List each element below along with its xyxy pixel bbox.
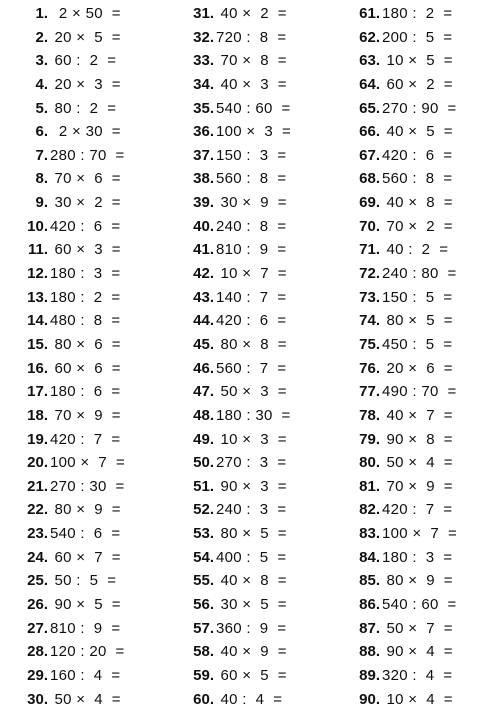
problem-expression: 420 : 6 =	[382, 146, 453, 164]
problem-column-3	[338, 2, 496, 711]
problem-expression: 60 : 2 =	[50, 52, 117, 70]
problem-number: 9.	[35, 194, 48, 212]
problem-expression: 480 : 8 =	[50, 312, 121, 330]
problem-expression: 50 × 4 =	[50, 690, 121, 708]
problem-row	[6, 49, 166, 73]
problem-expression: 80 × 5 =	[382, 312, 453, 330]
problem-number: 53.	[193, 525, 214, 543]
problem-number: 49.	[193, 430, 214, 448]
problem-row	[6, 475, 166, 499]
problem-number: 70.	[359, 217, 380, 235]
problem-expression: 80 × 9 =	[382, 572, 453, 590]
problem-expression: 80 × 9 =	[50, 501, 121, 519]
problem-row	[338, 238, 496, 262]
problem-row	[338, 688, 496, 712]
problem-expression: 80 × 5 =	[216, 525, 287, 543]
problem-expression: 80 × 6 =	[50, 335, 121, 353]
problem-expression: 420 : 7 =	[50, 430, 121, 448]
problem-row	[6, 120, 166, 144]
problem-number: 55.	[193, 572, 214, 590]
problem-row	[172, 380, 332, 404]
problem-row	[6, 640, 166, 664]
problem-row	[338, 664, 496, 688]
problem-expression: 420 : 6 =	[216, 312, 287, 330]
problem-number: 18.	[27, 406, 48, 424]
problem-number: 64.	[359, 75, 380, 93]
problem-row	[338, 26, 496, 50]
problem-number: 48.	[193, 406, 214, 424]
problem-row	[338, 522, 496, 546]
problem-expression: 40 × 2 =	[216, 5, 287, 22]
problem-expression: 810 : 9 =	[216, 241, 287, 259]
problem-row	[338, 475, 496, 499]
problem-row	[338, 49, 496, 73]
problem-number: 66.	[359, 123, 380, 141]
problem-number: 82.	[359, 501, 380, 519]
problem-expression: 30 × 5 =	[216, 596, 287, 614]
problem-expression: 100 × 7 =	[382, 525, 458, 543]
problem-row	[6, 26, 166, 50]
problem-number: 26.	[27, 596, 48, 614]
problem-expression: 50 : 5 =	[50, 572, 117, 590]
problem-number: 58.	[193, 643, 214, 661]
problem-expression: 180 : 2 =	[382, 5, 453, 22]
problem-number: 27.	[27, 619, 48, 637]
problem-row	[172, 262, 332, 286]
problem-expression: 40 × 8 =	[382, 194, 453, 212]
problem-number: 23.	[27, 525, 48, 543]
problem-number: 16.	[27, 359, 48, 377]
problem-number: 13.	[27, 288, 48, 306]
problem-expression: 90 × 4 =	[382, 643, 453, 661]
problem-row	[172, 286, 332, 310]
problem-number: 40.	[193, 217, 214, 235]
problem-row	[6, 593, 166, 617]
problem-expression: 70 × 9 =	[382, 477, 453, 495]
problem-row	[172, 309, 332, 333]
problem-number: 42.	[193, 265, 214, 283]
problem-number: 4.	[35, 75, 48, 93]
problem-row	[172, 73, 332, 97]
problem-expression: 240 : 3 =	[216, 501, 287, 519]
problem-row	[338, 451, 496, 475]
problem-row	[338, 2, 496, 26]
problem-row	[6, 97, 166, 121]
problem-number: 31.	[193, 5, 214, 22]
problem-number: 19.	[27, 430, 48, 448]
problem-number: 78.	[359, 406, 380, 424]
problem-expression: 180 : 3 =	[382, 548, 453, 566]
problem-expression: 50 × 3 =	[216, 383, 287, 401]
problem-number: 14.	[27, 312, 48, 330]
problem-number: 38.	[193, 170, 214, 188]
problem-column-2	[172, 2, 332, 711]
problem-row	[172, 357, 332, 381]
problem-number: 8.	[35, 170, 48, 188]
problem-expression: 490 : 70 =	[382, 383, 457, 401]
problem-number: 59.	[193, 666, 214, 684]
problem-row	[172, 238, 332, 262]
problem-row	[172, 215, 332, 239]
problem-row	[338, 428, 496, 452]
problem-row	[6, 262, 166, 286]
problem-expression: 90 × 8 =	[382, 430, 453, 448]
problem-expression: 270 : 3 =	[216, 454, 287, 472]
problem-expression: 540 : 60 =	[382, 596, 457, 614]
problem-row	[6, 498, 166, 522]
problem-row	[172, 97, 332, 121]
problem-row	[172, 451, 332, 475]
problem-expression: 90 × 3 =	[216, 477, 287, 495]
problem-row	[172, 664, 332, 688]
problem-row	[172, 688, 332, 712]
problem-row	[6, 569, 166, 593]
problem-number: 20.	[27, 454, 48, 472]
problem-expression: 560 : 8 =	[382, 170, 453, 188]
problem-row	[338, 215, 496, 239]
problem-expression: 270 : 30 =	[50, 477, 125, 495]
problem-row	[338, 640, 496, 664]
problem-row	[338, 333, 496, 357]
problem-number: 51.	[193, 477, 214, 495]
problem-expression: 70 × 2 =	[382, 217, 453, 235]
problem-row	[172, 475, 332, 499]
problem-row	[172, 26, 332, 50]
problem-expression: 10 × 4 =	[382, 690, 453, 708]
problem-expression: 320 : 4 =	[382, 666, 453, 684]
problem-number: 34.	[193, 75, 214, 93]
problem-number: 76.	[359, 359, 380, 377]
problem-number: 62.	[359, 28, 380, 46]
problem-row	[338, 617, 496, 641]
problem-expression: 20 × 5 =	[50, 28, 121, 46]
problem-expression: 280 : 70 =	[50, 146, 125, 164]
problem-number: 1.	[35, 5, 48, 22]
problem-number: 5.	[35, 99, 48, 117]
problem-row	[6, 404, 166, 428]
problem-expression: 10 × 5 =	[382, 52, 453, 70]
problem-number: 43.	[193, 288, 214, 306]
problem-expression: 100 × 3 =	[216, 123, 292, 141]
problem-row	[172, 546, 332, 570]
problem-number: 65.	[359, 99, 380, 117]
problem-number: 10.	[27, 217, 48, 235]
problem-number: 73.	[359, 288, 380, 306]
problem-expression: 360 : 9 =	[216, 619, 287, 637]
problem-number: 25.	[27, 572, 48, 590]
problem-number: 79.	[359, 430, 380, 448]
problem-row	[6, 333, 166, 357]
problem-expression: 2 × 30 =	[50, 123, 121, 141]
problem-number: 17.	[27, 383, 48, 401]
problem-number: 50.	[193, 454, 214, 472]
problem-number: 89.	[359, 666, 380, 684]
problem-expression: 20 × 6 =	[382, 359, 453, 377]
problem-row	[6, 380, 166, 404]
problem-number: 90.	[359, 690, 380, 708]
problem-row	[338, 498, 496, 522]
problem-row	[6, 522, 166, 546]
problem-number: 12.	[27, 265, 48, 283]
problem-row	[6, 238, 166, 262]
problem-row	[172, 191, 332, 215]
problem-expression: 40 × 7 =	[382, 406, 453, 424]
problem-row	[338, 191, 496, 215]
problem-expression: 30 × 2 =	[50, 194, 121, 212]
problem-expression: 160 : 4 =	[50, 666, 121, 684]
problem-expression: 150 : 5 =	[382, 288, 453, 306]
problem-expression: 720 : 8 =	[216, 28, 287, 46]
problem-number: 85.	[359, 572, 380, 590]
problem-number: 44.	[193, 312, 214, 330]
problem-row	[338, 380, 496, 404]
problem-number: 80.	[359, 454, 380, 472]
problem-expression: 180 : 3 =	[50, 265, 121, 283]
problem-expression: 10 × 3 =	[216, 430, 287, 448]
problem-row	[172, 593, 332, 617]
problem-row	[172, 428, 332, 452]
problem-number: 6.	[35, 123, 48, 141]
problem-expression: 40 × 8 =	[216, 572, 287, 590]
problem-row	[338, 97, 496, 121]
problem-number: 11.	[27, 241, 48, 259]
problem-expression: 100 × 7 =	[50, 454, 126, 472]
problem-row	[338, 73, 496, 97]
problem-row	[6, 664, 166, 688]
problem-number: 35.	[193, 99, 214, 117]
problem-number: 47.	[193, 383, 214, 401]
problem-row	[172, 120, 332, 144]
problem-expression: 180 : 2 =	[50, 288, 121, 306]
problem-expression: 200 : 5 =	[382, 28, 453, 46]
problem-number: 52.	[193, 501, 214, 519]
problem-expression: 40 × 3 =	[216, 75, 287, 93]
problem-expression: 540 : 6 =	[50, 525, 121, 543]
problem-expression: 810 : 9 =	[50, 619, 121, 637]
problem-expression: 20 × 3 =	[50, 75, 121, 93]
problem-number: 74.	[359, 312, 380, 330]
problem-column-1	[6, 2, 166, 711]
problem-expression: 70 × 9 =	[50, 406, 121, 424]
problem-row	[172, 617, 332, 641]
problem-number: 22.	[27, 501, 48, 519]
problem-expression: 90 × 5 =	[50, 596, 121, 614]
problem-row	[6, 428, 166, 452]
problem-number: 57.	[193, 619, 214, 637]
problem-number: 86.	[359, 596, 380, 614]
problem-row	[338, 546, 496, 570]
problem-expression: 80 × 8 =	[216, 335, 287, 353]
problem-expression: 80 : 2 =	[50, 99, 117, 117]
problem-expression: 420 : 7 =	[382, 501, 453, 519]
problem-row	[172, 569, 332, 593]
problem-number: 60.	[193, 690, 214, 708]
problem-number: 81.	[359, 477, 380, 495]
problem-number: 63.	[359, 52, 380, 70]
problem-number: 72.	[359, 265, 380, 283]
problem-expression: 2 × 50 =	[50, 5, 121, 22]
problem-number: 39.	[193, 194, 214, 212]
problem-number: 45.	[193, 335, 214, 353]
problem-number: 21.	[27, 477, 48, 495]
problem-number: 68.	[359, 170, 380, 188]
problem-row	[6, 617, 166, 641]
problem-expression: 240 : 8 =	[216, 217, 287, 235]
problem-expression: 540 : 60 =	[216, 99, 291, 117]
problem-expression: 50 × 4 =	[382, 454, 453, 472]
problem-number: 77.	[359, 383, 380, 401]
problem-number: 7.	[35, 146, 48, 164]
problem-expression: 60 × 3 =	[50, 241, 121, 259]
problem-expression: 400 : 5 =	[216, 548, 287, 566]
problem-expression: 70 × 8 =	[216, 52, 287, 70]
problem-row	[6, 309, 166, 333]
problem-number: 75.	[359, 335, 380, 353]
problem-row	[338, 569, 496, 593]
problem-row	[338, 262, 496, 286]
problem-number: 15.	[27, 335, 48, 353]
problem-expression: 60 × 6 =	[50, 359, 121, 377]
problem-row	[338, 357, 496, 381]
problem-row	[172, 522, 332, 546]
problem-number: 28.	[27, 643, 48, 661]
problem-expression: 120 : 20 =	[50, 643, 125, 661]
problem-row	[6, 688, 166, 712]
problem-expression: 30 × 9 =	[216, 194, 287, 212]
problem-row	[338, 144, 496, 168]
problem-row	[6, 167, 166, 191]
problem-expression: 40 × 9 =	[216, 643, 287, 661]
problem-expression: 140 : 7 =	[216, 288, 287, 306]
problem-row	[172, 49, 332, 73]
problem-expression: 180 : 30 =	[216, 406, 291, 424]
problem-number: 36.	[193, 123, 214, 141]
problem-row	[6, 451, 166, 475]
problem-row	[338, 167, 496, 191]
problem-expression: 180 : 6 =	[50, 383, 121, 401]
problem-number: 33.	[193, 52, 214, 70]
problem-number: 32.	[193, 28, 214, 46]
problem-expression: 60 × 7 =	[50, 548, 121, 566]
problem-number: 3.	[35, 52, 48, 70]
problem-row	[338, 404, 496, 428]
problem-row	[338, 593, 496, 617]
problem-expression: 560 : 7 =	[216, 359, 287, 377]
problem-expression: 70 × 6 =	[50, 170, 121, 188]
problem-row	[338, 309, 496, 333]
problem-expression: 40 : 2 =	[382, 241, 449, 259]
problem-number: 56.	[193, 596, 214, 614]
problem-number: 46.	[193, 359, 214, 377]
problem-row	[6, 144, 166, 168]
problem-number: 30.	[27, 690, 48, 708]
problem-number: 54.	[193, 548, 214, 566]
problem-expression: 50 × 7 =	[382, 619, 453, 637]
problem-expression: 10 × 7 =	[216, 265, 287, 283]
problem-number: 61.	[359, 5, 380, 22]
problem-number: 37.	[193, 146, 214, 164]
problem-number: 87.	[359, 619, 380, 637]
problem-row	[338, 286, 496, 310]
problem-row	[172, 640, 332, 664]
problem-number: 83.	[359, 525, 380, 543]
problem-expression: 60 × 2 =	[382, 75, 453, 93]
problem-number: 29.	[27, 666, 48, 684]
problem-expression: 150 : 3 =	[216, 146, 287, 164]
problem-expression: 40 : 4 =	[216, 690, 283, 708]
problem-number: 41.	[193, 241, 214, 259]
problem-expression: 60 × 5 =	[216, 666, 287, 684]
problem-row	[6, 357, 166, 381]
problem-number: 71.	[359, 241, 380, 259]
problem-number: 69.	[359, 194, 380, 212]
problem-expression: 560 : 8 =	[216, 170, 287, 188]
problem-expression: 270 : 90 =	[382, 99, 457, 117]
problem-row	[338, 120, 496, 144]
problem-row	[172, 144, 332, 168]
problem-number: 2.	[35, 28, 48, 46]
problem-row	[6, 2, 166, 26]
problem-expression: 240 : 80 =	[382, 265, 457, 283]
problem-row	[172, 498, 332, 522]
problem-row	[172, 2, 332, 26]
problem-row	[6, 546, 166, 570]
problem-row	[172, 167, 332, 191]
problem-expression: 420 : 6 =	[50, 217, 121, 235]
problem-row	[6, 73, 166, 97]
problem-number: 67.	[359, 146, 380, 164]
problem-row	[6, 286, 166, 310]
problem-row	[172, 333, 332, 357]
problem-row	[6, 191, 166, 215]
problem-row	[172, 404, 332, 428]
problem-expression: 40 × 5 =	[382, 123, 453, 141]
problem-number: 24.	[27, 548, 48, 566]
problem-expression: 450 : 5 =	[382, 335, 453, 353]
problem-row	[6, 215, 166, 239]
problem-number: 88.	[359, 643, 380, 661]
problem-number: 84.	[359, 548, 380, 566]
